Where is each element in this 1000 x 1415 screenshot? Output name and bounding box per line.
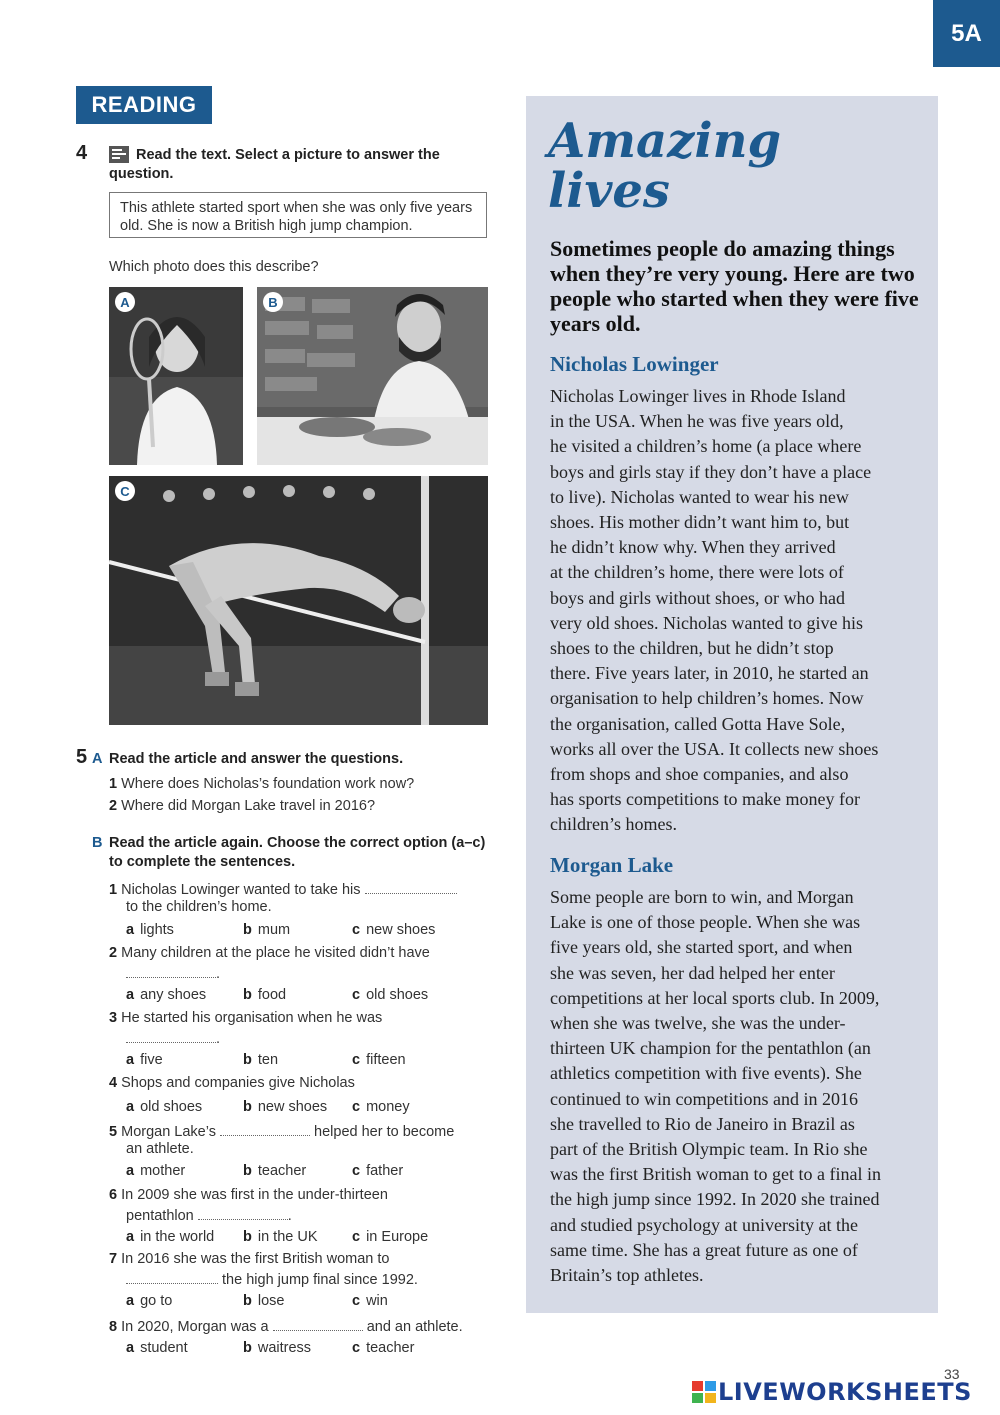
option-a[interactable]	[126, 1292, 172, 1311]
article-line: she was seven, her dad helped her enter	[550, 962, 835, 983]
item-text: In 2016 she was the first British woman to	[121, 1251, 390, 1267]
option-c[interactable]	[352, 1051, 406, 1070]
article-line: Britain’s top athletes.	[550, 1265, 704, 1286]
option-b[interactable]	[243, 1339, 311, 1358]
option-letter: c	[352, 922, 361, 938]
item-number: 7	[109, 1251, 118, 1267]
option-letter: b	[243, 987, 252, 1003]
item-text: Morgan Lake’s	[121, 1124, 216, 1140]
item-4-options	[126, 1098, 456, 1117]
answer-blank[interactable]	[365, 879, 457, 894]
question-number: 1	[109, 776, 118, 792]
option-b[interactable]	[243, 1292, 284, 1311]
article-line: the organisation, called Gotta Have Sole,	[550, 713, 846, 734]
item-5-line2: an athlete.	[126, 1141, 194, 1157]
option-c[interactable]	[352, 1162, 403, 1181]
option-text: food	[257, 987, 287, 1003]
answer-blank[interactable]	[126, 963, 216, 978]
article-line: the high jump since 1992. In 2020 she trained	[550, 1189, 880, 1210]
item-text: helped her to become	[314, 1124, 455, 1140]
exercise-5a-question	[109, 775, 414, 794]
option-b[interactable]	[243, 921, 290, 940]
option-letter: a	[126, 1340, 135, 1356]
option-letter: c	[352, 1229, 361, 1245]
option-letter: b	[243, 1052, 252, 1068]
item-2-line1	[109, 944, 430, 963]
question-text: Where did Morgan Lake travel in 2016?	[121, 798, 376, 814]
article-line: from shops and shoe companies, and also	[550, 764, 849, 785]
option-letter: c	[352, 1099, 361, 1115]
option-text: go to	[140, 1293, 173, 1309]
article-title-line1: Amazing	[548, 113, 782, 169]
option-c[interactable]	[352, 1339, 414, 1358]
exercise-5a-instruction: Read the article and answer the questions.	[109, 751, 404, 767]
option-letter: a	[126, 922, 135, 938]
option-text: father	[366, 1163, 404, 1179]
article-title	[548, 113, 782, 219]
option-text: any shoes	[140, 987, 207, 1003]
exercise-5a-letter: A	[92, 751, 103, 767]
option-letter: b	[243, 1163, 252, 1179]
item-6-options	[126, 1228, 456, 1247]
option-text: old shoes	[366, 987, 429, 1003]
item-text: .	[216, 1031, 221, 1047]
article-line: to live). Nicholas wanted to wear his new	[550, 486, 849, 507]
item-number: 4	[109, 1075, 118, 1091]
option-text: win	[366, 1293, 388, 1309]
option-c[interactable]	[352, 1098, 410, 1117]
option-letter: b	[243, 1340, 252, 1356]
item-1-line2: to the children’s home.	[126, 899, 272, 915]
option-a[interactable]	[126, 921, 174, 940]
option-a[interactable]	[126, 1228, 214, 1247]
liveworksheets-logo-icon	[692, 1381, 716, 1403]
article-line: competitions at her local sports club. In 2009,	[550, 987, 880, 1008]
page-number: 33	[944, 1366, 960, 1382]
option-c[interactable]	[352, 921, 435, 940]
article-line: boys and girls without shoes, or who had	[550, 587, 845, 608]
option-text: in Europe	[366, 1229, 429, 1245]
item-number: 1	[109, 882, 118, 898]
option-a[interactable]	[126, 1162, 185, 1181]
option-b[interactable]	[243, 1051, 278, 1070]
answer-blank[interactable]	[126, 1269, 218, 1284]
option-a[interactable]	[126, 1339, 188, 1358]
item-3-line1	[109, 1009, 382, 1028]
answer-blank[interactable]	[220, 1121, 310, 1136]
option-text: student	[140, 1340, 188, 1356]
answer-blank[interactable]	[273, 1316, 363, 1331]
exercise-5b-letter: B	[92, 835, 103, 851]
unit-tab: 5A	[933, 0, 1000, 67]
high-jumper-image	[109, 476, 488, 725]
liveworksheets-watermark	[692, 1378, 972, 1406]
option-a[interactable]	[126, 1098, 202, 1117]
item-5-options	[126, 1162, 456, 1181]
option-text: in the world	[140, 1229, 215, 1245]
item-3-line2	[126, 1028, 220, 1049]
option-text: mother	[140, 1163, 186, 1179]
item-text: Nicholas Lowinger wanted to take his	[121, 882, 361, 898]
option-b[interactable]	[243, 1162, 306, 1181]
article-line: works all over the USA. It collects new shoes	[550, 738, 879, 759]
option-c[interactable]	[352, 1228, 428, 1247]
option-text: old shoes	[140, 1099, 203, 1115]
option-letter: b	[243, 922, 252, 938]
photo-a-label: A	[115, 292, 135, 312]
item-2-options	[126, 986, 456, 1005]
exercise-5-number: 5	[76, 746, 88, 768]
article-title-line2: lives	[548, 163, 670, 219]
photo-b-label: B	[263, 292, 283, 312]
article-line: children’s homes.	[550, 814, 677, 835]
option-b[interactable]	[243, 986, 286, 1005]
item-1-line1	[109, 879, 457, 900]
question-text: Where does Nicholas’s foundation work now?	[121, 776, 415, 792]
option-letter: a	[126, 1293, 135, 1309]
option-text: mum	[257, 922, 291, 938]
section1-heading: Nicholas Lowinger	[550, 352, 719, 376]
option-text: waitress	[257, 1340, 312, 1356]
option-c[interactable]	[352, 986, 428, 1005]
option-letter: a	[126, 1229, 135, 1245]
option-c[interactable]	[352, 1292, 388, 1311]
answer-blank[interactable]	[198, 1205, 288, 1220]
item-8-options	[126, 1339, 456, 1358]
item-number: 2	[109, 945, 118, 961]
article-line: part of the British Olympic team. In Rio she	[550, 1139, 868, 1160]
article-line: when she was twelve, she was the under-	[550, 1013, 846, 1034]
section2-heading: Morgan Lake	[550, 853, 674, 877]
article-line: shoes to the children, but he didn’t stop	[550, 638, 834, 659]
option-text: money	[366, 1099, 410, 1115]
option-letter: b	[243, 1229, 252, 1245]
photo-c[interactable]	[109, 476, 488, 725]
article-line: there. Five years later, in 2010, he started an	[550, 663, 869, 684]
answer-blank[interactable]	[126, 1028, 216, 1043]
article-line: continued to win competitions and in 2016	[550, 1088, 858, 1109]
item-text: In 2020, Morgan was a	[121, 1319, 269, 1335]
option-letter: a	[126, 1052, 135, 1068]
item-7-line2	[126, 1269, 418, 1290]
option-a[interactable]	[126, 1051, 163, 1070]
article-line: in the USA. When he was five years old,	[550, 411, 844, 432]
option-b[interactable]	[243, 1098, 327, 1117]
article-line: Nicholas Lowinger lives in Rhode Island	[550, 386, 846, 406]
item-8-line1	[109, 1316, 463, 1337]
article-line: boys and girls stay if they don’t have a place	[550, 461, 872, 482]
photo-a[interactable]	[109, 287, 243, 465]
section-label: READING	[76, 86, 212, 124]
item-text: pentathlon	[126, 1208, 194, 1224]
option-letter: a	[126, 1099, 135, 1115]
exercise-5a-question	[109, 797, 375, 816]
item-7-line1	[109, 1250, 390, 1269]
exercise-4-question: Which photo does this describe?	[109, 259, 319, 275]
item-number: 8	[109, 1319, 118, 1335]
article-line: at the children’s home, there were lots of	[550, 562, 844, 583]
item-7-options	[126, 1292, 456, 1311]
shoes-man-image	[257, 287, 488, 465]
option-letter: c	[352, 1293, 361, 1309]
question-number: 2	[109, 798, 118, 814]
item-text: In 2009 she was first in the under-thirteen	[121, 1187, 388, 1203]
tennis-player-image	[109, 287, 243, 465]
section2-body	[550, 885, 922, 1288]
item-text: the high jump final since 1992.	[222, 1272, 418, 1288]
exercise-4-text-box: This athlete started sport when she was only five years old. She is now a British high jump champion.	[109, 192, 487, 238]
option-letter: c	[352, 1163, 361, 1179]
item-1-options	[126, 921, 456, 940]
item-5-line1	[109, 1121, 454, 1142]
article-line: she travelled to Rio de Janeiro in Brazil as	[550, 1113, 855, 1134]
article-line: has sports competitions to make money for	[550, 789, 860, 810]
article-intro: Sometimes people do amazing things when they’re very young. Here are two people who started when they were five years old.	[550, 236, 919, 336]
option-text: new shoes	[366, 922, 436, 938]
option-text: ten	[257, 1052, 279, 1068]
option-text: lose	[257, 1293, 285, 1309]
exercise-4-number: 4	[76, 142, 88, 164]
exercise-4-instruction: Read the text. Select a picture to answer the question.	[109, 147, 440, 182]
article-line: and studied psychology at university at the	[550, 1214, 858, 1235]
option-letter: c	[352, 1052, 361, 1068]
option-letter: b	[243, 1099, 252, 1115]
option-text: new shoes	[257, 1099, 328, 1115]
article-line: Some people are born to win, and Morgan	[550, 887, 854, 907]
item-text: .	[287, 1208, 292, 1224]
option-text: teacher	[366, 1340, 415, 1356]
item-6-line1	[109, 1186, 388, 1205]
article-line: Lake is one of those people. When she was	[550, 912, 861, 933]
option-letter: b	[243, 1293, 252, 1309]
option-text: five	[140, 1052, 163, 1068]
option-text: fifteen	[366, 1052, 406, 1068]
article-line: organisation to help children’s homes. Now	[550, 688, 864, 709]
watermark-text: LIVEWORKSHEETS	[718, 1378, 972, 1406]
section1-body	[550, 384, 922, 838]
article-line: athletics competition with five events). She	[550, 1063, 862, 1084]
option-letter: a	[126, 1163, 135, 1179]
item-text: Shops and companies give Nicholas	[121, 1075, 355, 1091]
article-line: five years old, she started sport, and when	[550, 937, 853, 958]
exercise-5b-instruction: Read the article again. Choose the correct option (a–c) to complete the sentences.	[109, 835, 486, 870]
article-line: thirteen UK champion for the pentathlon (an	[550, 1038, 871, 1059]
option-a[interactable]	[126, 986, 206, 1005]
item-number: 6	[109, 1187, 118, 1203]
option-letter: c	[352, 1340, 361, 1356]
item-3-options	[126, 1051, 456, 1070]
photo-c-label: C	[115, 481, 135, 501]
item-2-line2	[126, 963, 220, 984]
item-4-line1	[109, 1074, 355, 1093]
item-number: 3	[109, 1010, 118, 1026]
article-line: shoes. His mother didn’t want him to, but	[550, 512, 850, 533]
article-line: he didn’t know why. When they arrived	[550, 537, 836, 558]
option-text: teacher	[257, 1163, 307, 1179]
option-text: in the UK	[257, 1229, 318, 1245]
item-text: and an athlete.	[366, 1319, 463, 1335]
item-text: He started his organisation when he was	[121, 1010, 383, 1026]
article-line: very old shoes. Nicholas wanted to give his	[550, 612, 863, 633]
item-number: 5	[109, 1124, 118, 1140]
item-6-line2	[126, 1205, 292, 1226]
article-line: he visited a children’s home (a place where	[550, 436, 862, 457]
option-letter: c	[352, 987, 361, 1003]
option-b[interactable]	[243, 1228, 318, 1247]
article-line: same time. She has a great future as one of	[550, 1239, 858, 1260]
item-text: .	[216, 966, 221, 982]
item-text: Many children at the place he visited didn’t have	[121, 945, 430, 961]
option-letter: a	[126, 987, 135, 1003]
article-line: was the first British woman to get to a final in	[550, 1164, 881, 1185]
option-text: lights	[140, 922, 174, 938]
photo-b[interactable]	[257, 287, 488, 465]
